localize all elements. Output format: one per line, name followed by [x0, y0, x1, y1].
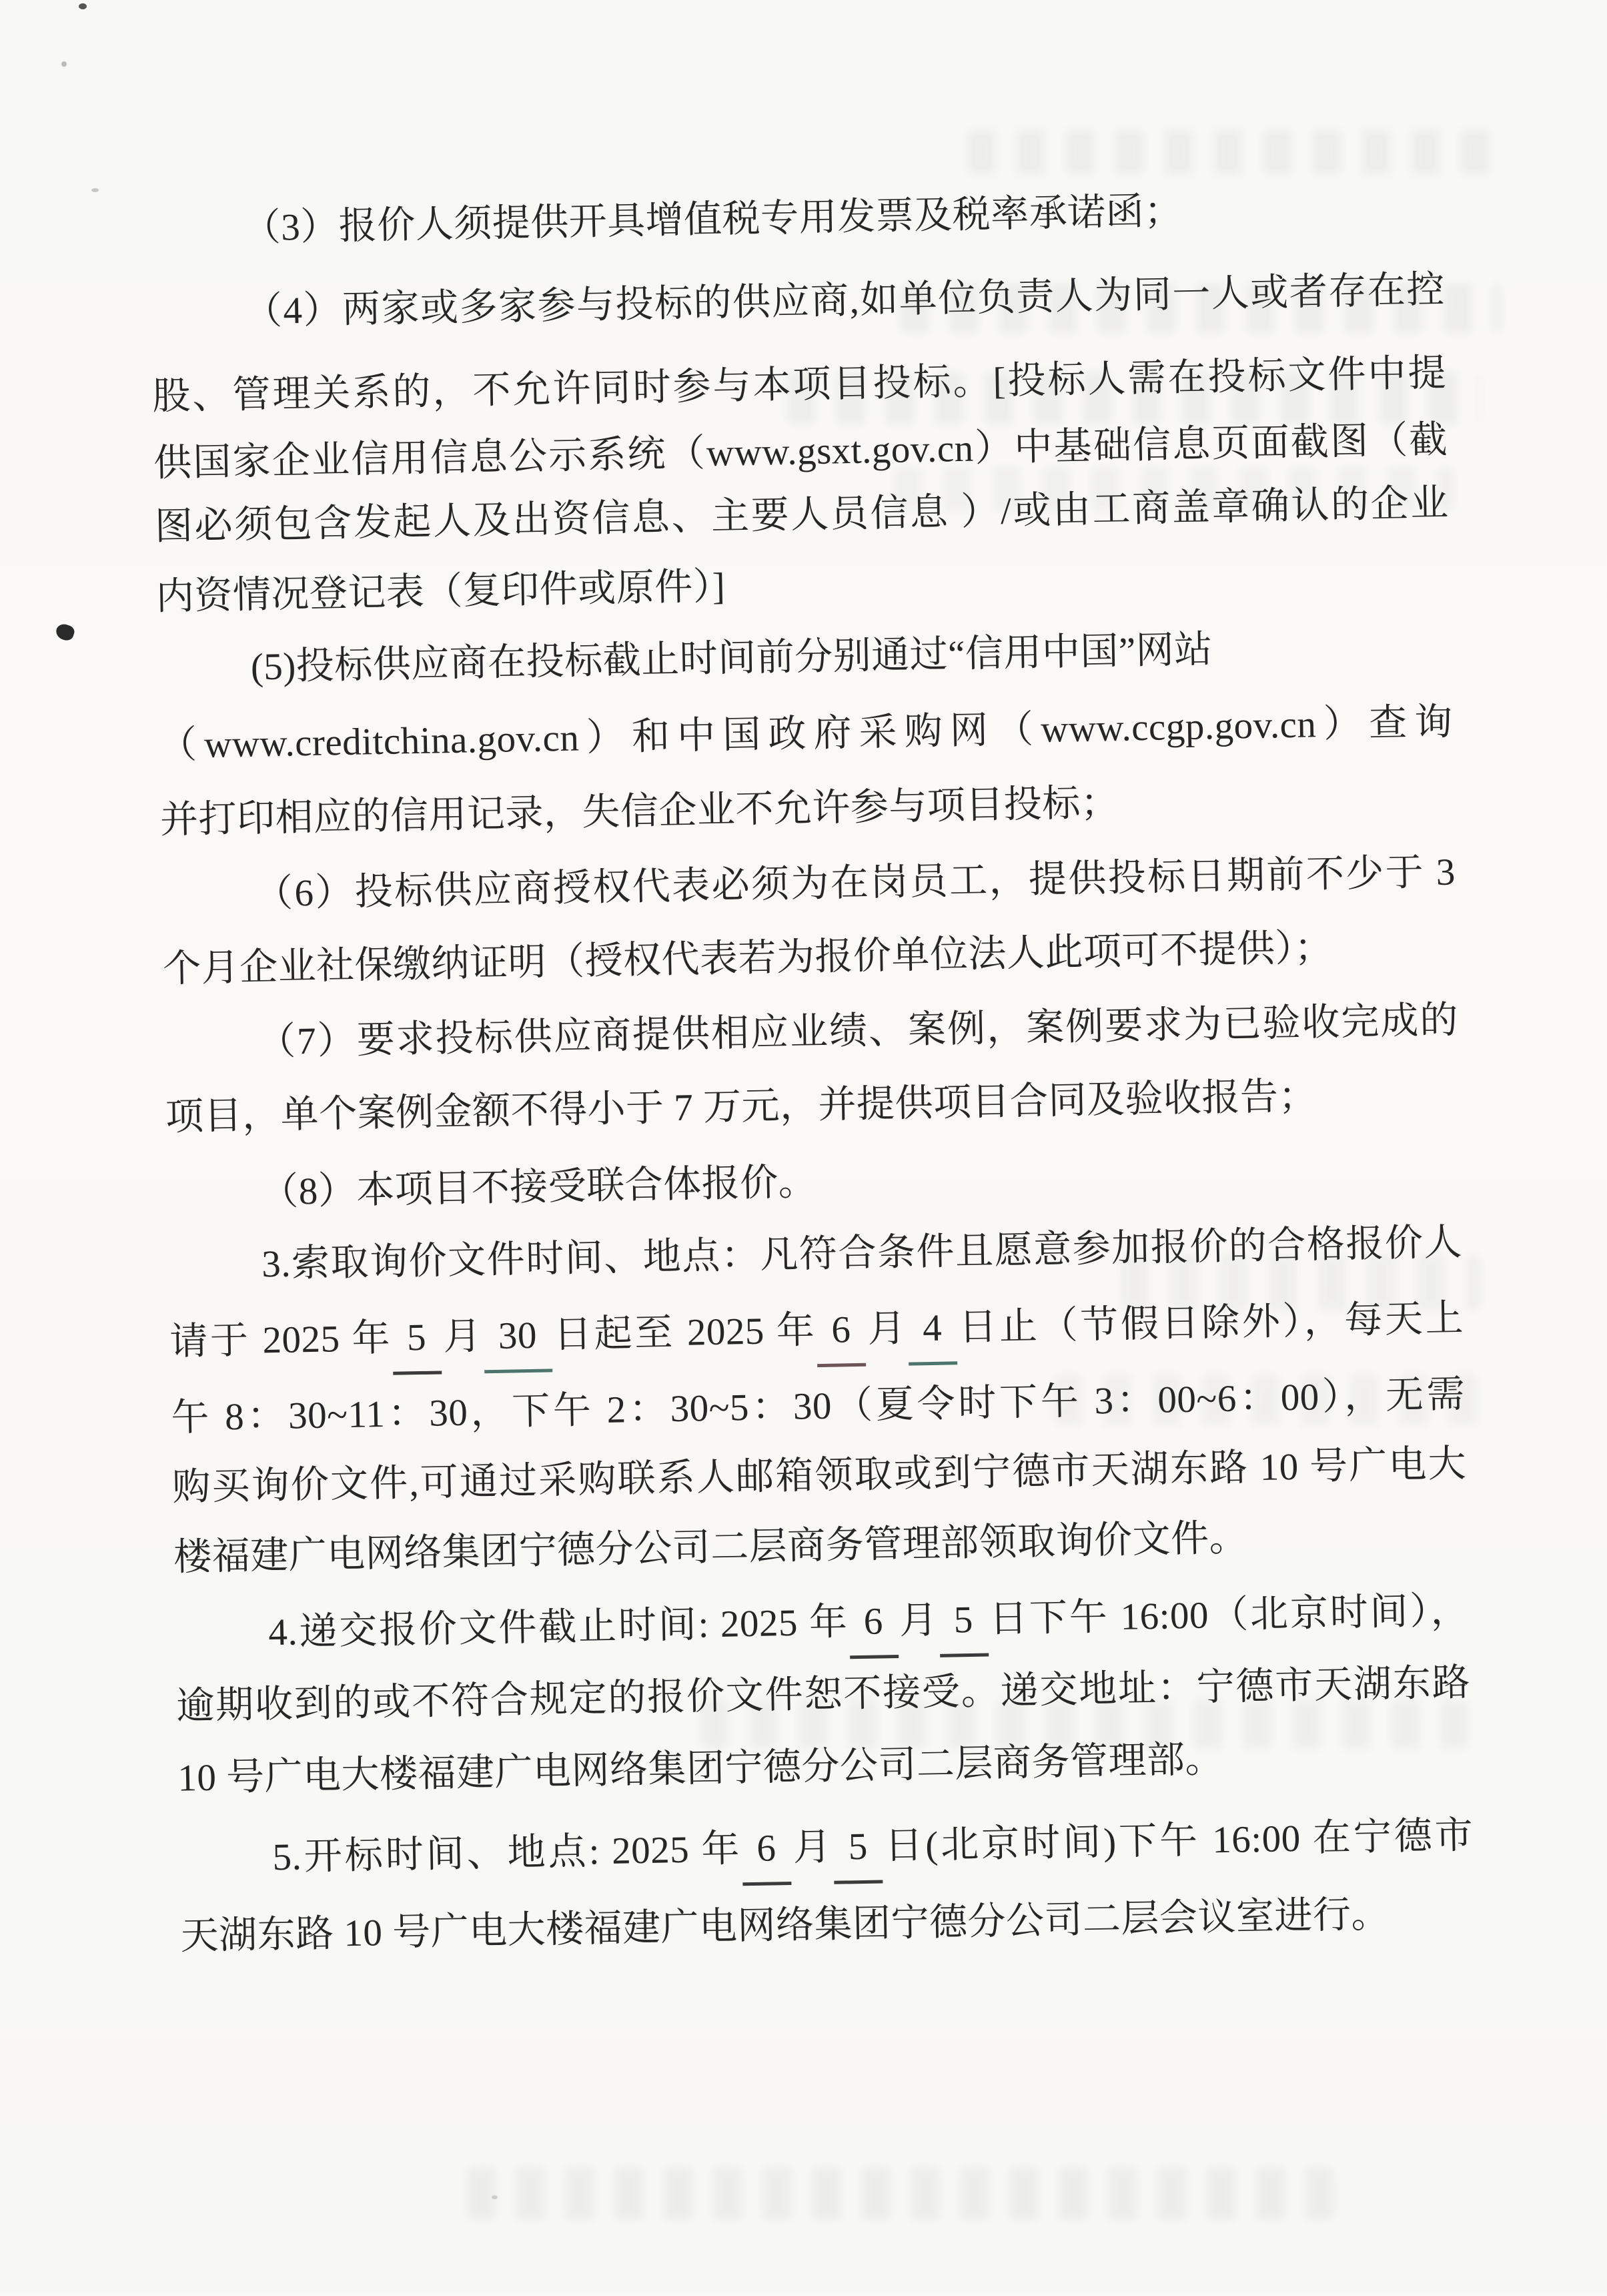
- fill-in-blank-value: 30: [483, 1302, 552, 1373]
- text-run: 图必须包含发起人及出资信息、主要人员信息 ）/或由工商盖章确认的企业: [154, 482, 1449, 548]
- text-run: 供国家企业信用信息公示系统（www.gsxt.gov.cn）中基础信息页面截图（截: [153, 419, 1448, 485]
- text-run: 月: [441, 1315, 484, 1358]
- scan-speck: [492, 2195, 498, 2199]
- text-run: 项目，单个案例金额不得小于 7 万元，并提供项目合同及验收报告；: [165, 1075, 1317, 1138]
- text-run: 逾期收到的或不符合规定的报价文件恕不接受。递交地址：宁德市天湖东路: [176, 1661, 1471, 1728]
- text-run: （3）报价人须提供开具增值税专用发票及税率承诺函；: [242, 190, 1183, 250]
- bleedthrough-smudge: [787, 372, 1481, 424]
- text-run: （www.creditchina.gov.cn）和中国政府采购网（www.ccgp.gov.cn）查询: [158, 701, 1453, 767]
- text-run: 请于 2025 年: [169, 1317, 393, 1363]
- fill-in-blank-value: 5: [939, 1587, 989, 1657]
- text-run: （4）两家或多家参与投标的供应商,如单位负责人为同一人或者存在控: [244, 269, 1446, 333]
- text-run: 并打印相应的信用记录，失信企业不允许参与项目投标；: [159, 782, 1119, 841]
- text-run: 日止（节假日除外），每天上: [957, 1297, 1464, 1349]
- text-run: 月: [897, 1599, 939, 1642]
- text-run: 5.开标时间、地点: 2025 年: [272, 1828, 742, 1878]
- bleedthrough-smudge: [894, 467, 1454, 511]
- fill-in-blank-value: 4: [907, 1294, 957, 1365]
- bleedthrough-smudge: [1121, 1254, 1481, 1310]
- bleedthrough-smudge: [967, 130, 1508, 174]
- text-run: 个月企业社保缴纳证明（授权代表若为报价单位法人此项可不提供）；: [163, 927, 1333, 990]
- text-run: 股、管理关系的，不允许同时参与本项目投标。[投标人需在投标文件中提: [152, 352, 1447, 418]
- text-run: (5)投标供应商在投标截止时间前分别通过“信用中国”网站: [250, 629, 1213, 688]
- text-run: （6）投标供应商授权代表必须为在岗员工，提供投标日期前不少于 3: [255, 851, 1456, 915]
- text-run: 日起至 2025 年: [551, 1309, 817, 1356]
- text-run: 月: [790, 1826, 835, 1869]
- scan-speck: [91, 188, 99, 192]
- text-run: 午 8：30~11：30，下午 2：30~5：30（夏令时下午 3：00~6：00），无需: [171, 1373, 1466, 1439]
- fill-in-blank-value: 5: [833, 1813, 883, 1884]
- text-run: 月: [865, 1308, 909, 1351]
- text-run: 购买询价文件,可通过采购联系人邮箱领取或到宁德市天湖东路 10 号广电大: [172, 1443, 1467, 1509]
- text-run: （8）本项目不接受联合体报价。: [260, 1161, 817, 1213]
- bleedthrough-smudge: [700, 1700, 1468, 1748]
- bleedthrough-smudge: [467, 2167, 1334, 2219]
- text-run: 4.递交报价文件截止时间: 2025 年: [268, 1601, 850, 1653]
- text-line: [149, 169, 1444, 268]
- text-run: 内资情况登记表（复印件或原件）]: [155, 565, 725, 618]
- text-run: （7）要求投标供应商提供相应业绩、案例，案例要求为已验收完成的: [257, 999, 1459, 1063]
- bleedthrough-smudge: [901, 284, 1501, 333]
- text-run: 日(北京时间)下午 16:00 在宁德市: [882, 1814, 1474, 1867]
- text-run: 日下午 16:00（北京时间），: [987, 1589, 1469, 1640]
- fill-in-blank-value: 5: [392, 1304, 442, 1375]
- text-run: 10 号广电大楼福建广电网络集团宁德分公司二层商务管理部。: [177, 1738, 1224, 1800]
- scan-speck: [61, 61, 67, 67]
- text-run: 天湖东路 10 号广电大楼福建广电网络集团宁德分公司二层会议室进行。: [180, 1894, 1390, 1958]
- fill-in-blank-value: 6: [816, 1296, 866, 1367]
- fill-in-blank-value: 6: [849, 1588, 899, 1659]
- text-run: 3.索取询价文件时间、地点：凡符合条件且愿意参加报价的合格报价人: [261, 1221, 1463, 1285]
- bleedthrough-smudge: [1054, 1375, 1481, 1425]
- text-run: 楼福建广电网络集团宁德分公司二层商务管理部领取询价文件。: [173, 1517, 1248, 1578]
- scan-speck: [79, 3, 87, 9]
- fill-in-blank-value: 6: [741, 1815, 791, 1886]
